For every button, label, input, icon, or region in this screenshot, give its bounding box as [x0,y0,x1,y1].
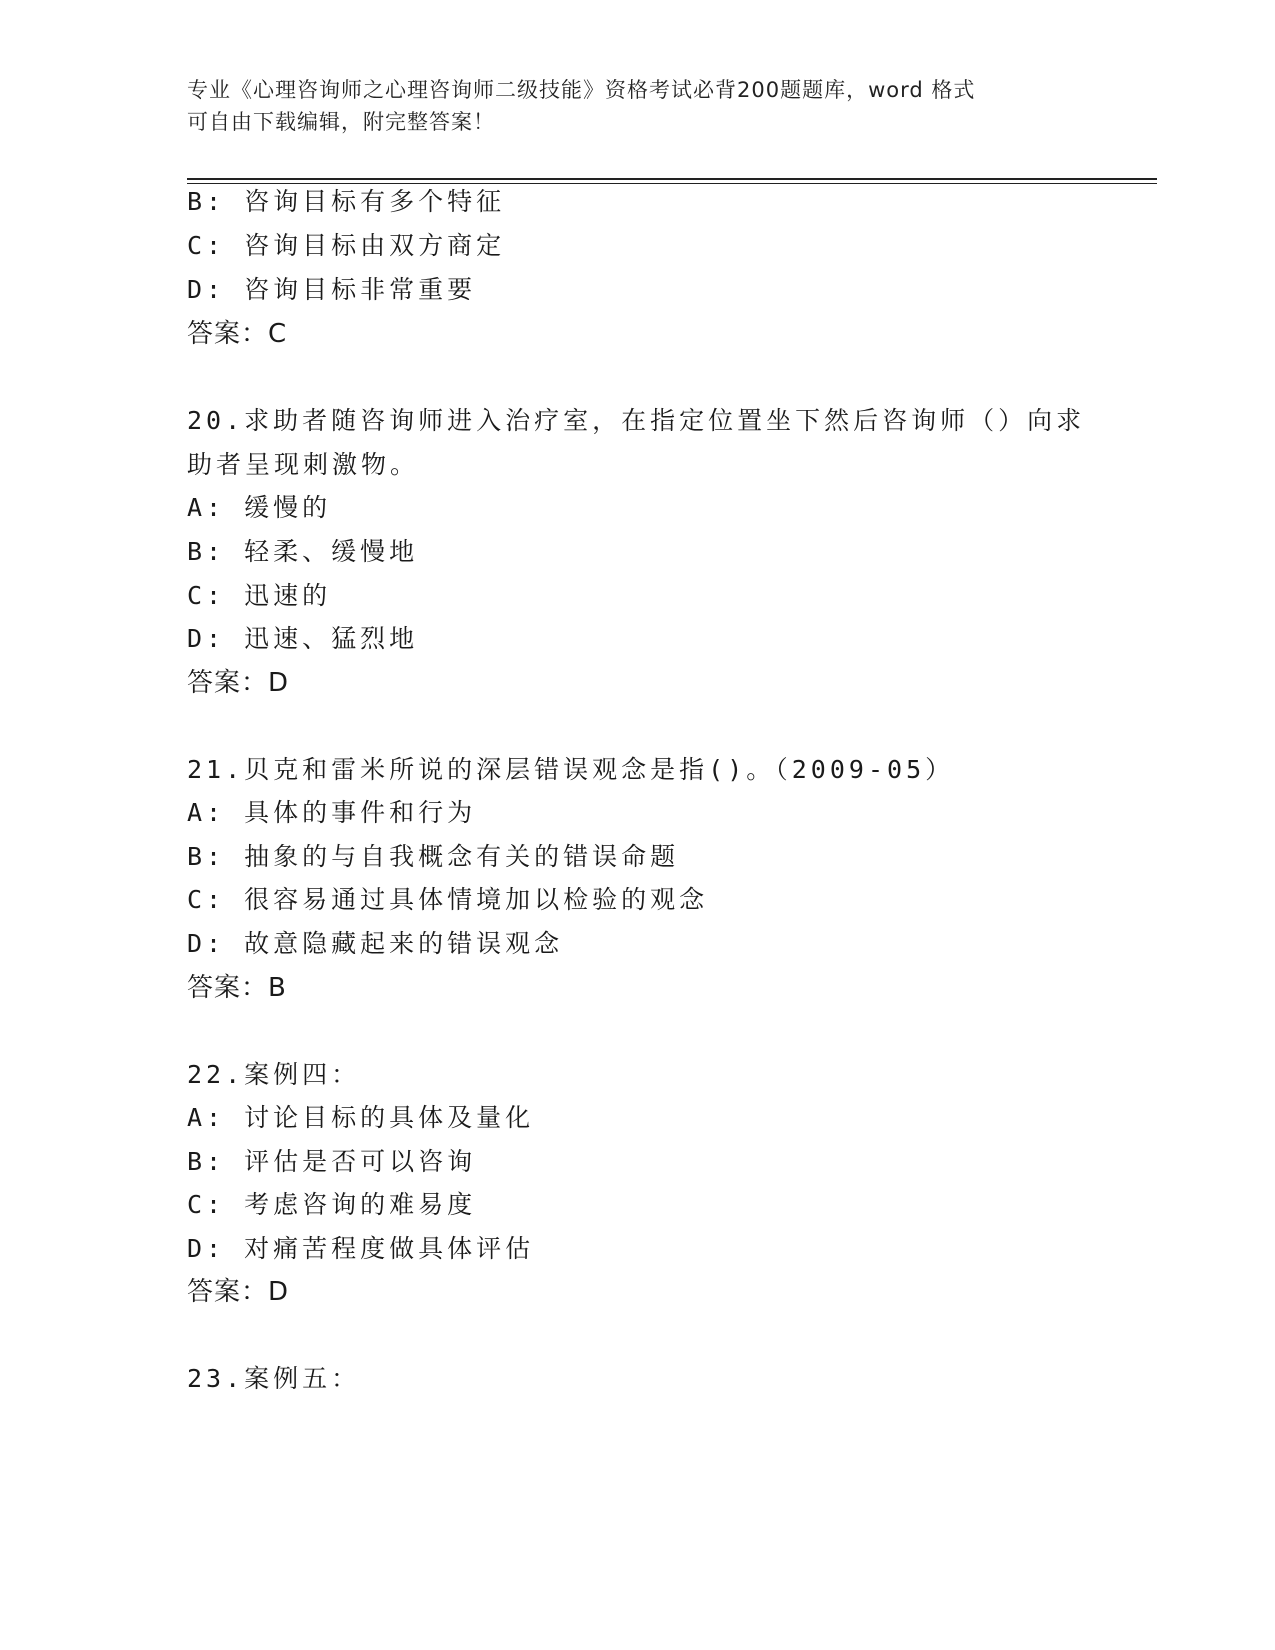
q22-answer: 答案：D [187,1277,290,1307]
q22-stem: 22.案例四： [187,1060,361,1089]
q19-answer: 答案：C [187,319,288,349]
header-divider-thin [187,183,1157,184]
header-title-line-1: 专业《心理咨询师之心理咨询师二级技能》资格考试必背200题题库，word 格式 [187,78,976,102]
q22-option-a: A: 讨论目标的具体及量化 [187,1103,535,1132]
q20-answer: 答案：D [187,668,290,698]
q20-stem-line-1: 20.求助者随咨询师进入治疗室，在指定位置坐下然后咨询师（）向求 [187,406,1086,435]
q22-option-c: C: 考虑咨询的难易度 [187,1190,477,1219]
q21-option-b: B: 抽象的与自我概念有关的错误命题 [187,842,680,871]
q21-option-a: A: 具体的事件和行为 [187,798,477,827]
q19-option-c: C: 咨询目标由双方商定 [187,231,506,260]
document-header [187,74,1087,138]
q21-stem: 21.贝克和雷米所说的深层错误观念是指()。（2009-05） [187,755,955,784]
q22-option-d: D: 对痛苦程度做具体评估 [187,1234,535,1263]
q20-option-c: C: 迅速的 [187,581,332,610]
q22-option-b: B: 评估是否可以咨询 [187,1147,477,1176]
q21-answer: 答案：B [187,973,287,1003]
q19-option-d: D: 咨询目标非常重要 [187,275,477,304]
q20-option-b: B: 轻柔、缓慢地 [187,537,419,566]
q21-option-d: D: 故意隐藏起来的错误观念 [187,929,564,958]
q23-stem: 23.案例五： [187,1364,361,1393]
q20-stem-line-2: 助者呈现刺激物。 [187,450,420,479]
q20-option-a: A: 缓慢的 [187,493,332,522]
q19-option-b: B: 咨询目标有多个特征 [187,187,506,216]
q20-option-d: D: 迅速、猛烈地 [187,624,419,653]
header-title-line-2: 可自由下载编辑，附完整答案！ [187,110,495,134]
header-divider-thick [187,178,1157,180]
q21-option-c: C: 很容易通过具体情境加以检验的观念 [187,885,709,914]
